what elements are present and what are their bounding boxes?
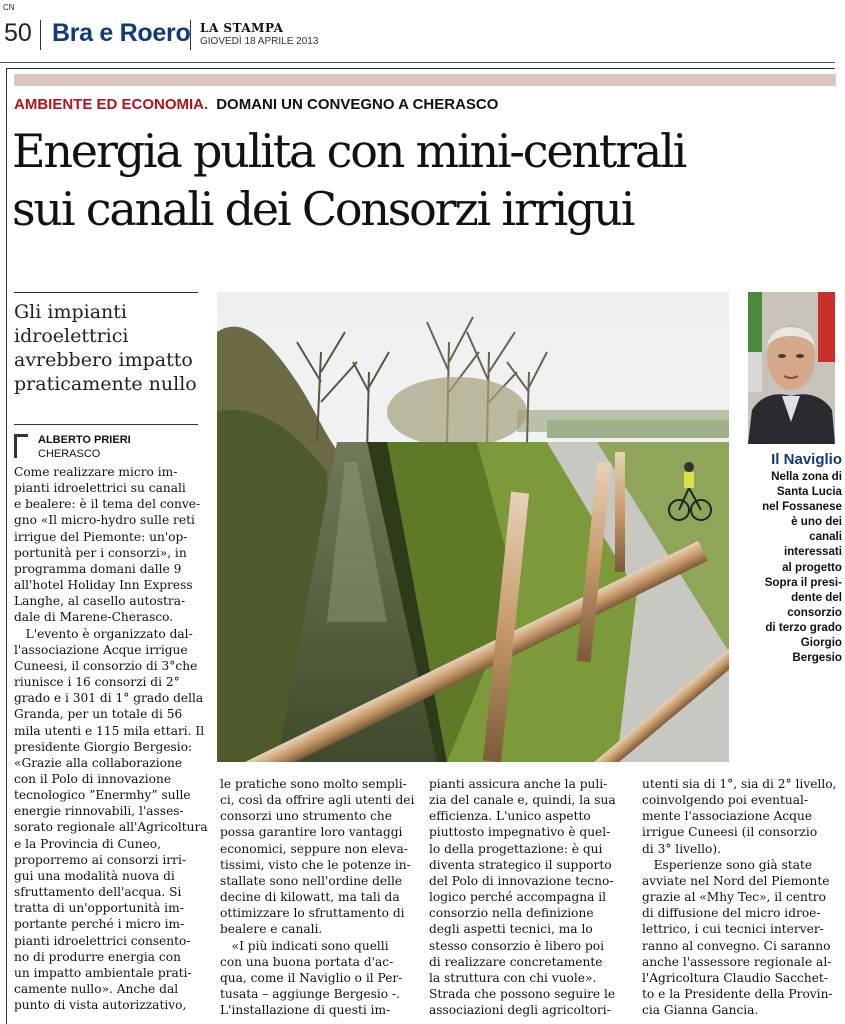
caption-line: di terzo grado [765,620,842,634]
body-text-line: tusata – aggiunge Bergesio -. [220,987,400,1002]
header-divider [40,20,41,50]
author-name: ALBERTO PRIERI [38,434,131,446]
body-text-line: logico perché accompagna il [429,890,607,905]
headline-line: Energia pulita con mini-centrali [12,124,686,178]
body-text-line: e la Provincia di Cuneo, [14,836,162,851]
kicker [14,96,498,114]
body-text-line: portunità per i consorzi», in [14,545,187,560]
caption-line: Sopra il presi- [764,575,842,589]
body-text-line: dale di Marene-Cherasco. [14,610,174,625]
body-text-line: bealere e canali. [220,922,323,937]
newspaper-masthead: LA STAMPA [200,21,284,35]
body-text-line: mila utenti e 115 mila ettari. Il [14,723,205,738]
body-text-line: Esperienze sono già state [642,857,813,872]
article-top-band [14,74,836,86]
body-text-line: cia Gianna Gancia. [642,1003,759,1018]
caption-line: al progetto [782,560,842,574]
body-text-line: del Polo di innovazione tecno- [429,873,614,888]
body-text-line: con il Polo di innovazione [14,771,172,786]
body-text-line: sfruttamento dell'acqua. Si [14,885,182,900]
body-text-line: decine di kilowatt, ma tali da [220,890,400,905]
body-text-line: la struttura con chi vuole». [429,970,597,985]
caption-line: consorzio [787,605,842,619]
caption-line: interessati [784,545,842,559]
body-text-line: pianti idroelettrici consento- [14,933,191,948]
page-number: 50 [4,19,32,47]
kicker-text: DOMANI UN CONVEGNO A CHERASCO [216,96,499,113]
body-text-line: grado e i 301 di 1° grado della [14,691,204,706]
body-text-line: pianti idroelettrici su canali [14,481,186,496]
body-text-line: Cuneesi, il consorzio di 3°che [14,658,198,673]
dateline-location: CHERASCO [38,448,101,460]
body-text-line: associazioni degli agricoltori- [429,1003,611,1018]
body-column-4 [642,776,842,1018]
body-text-line: «Grazie alla collaborazione [14,755,183,770]
section-title: Bra e Roero [52,19,191,47]
body-text-line: mente l'associazione Acque [642,809,813,824]
body-text-line: L'installazione di questi im- [220,1003,391,1018]
body-text-line: coinvolgendo poi eventual- [642,793,809,808]
body-text-line: no di produrre energia con [14,949,181,964]
body-column-3 [429,776,626,1018]
body-text-line: diventa strategico il supporto [429,857,612,872]
body-text-line: di diffusione del micro idroe- [642,906,821,921]
body-text-line: ottimizzare lo sfruttamento di [220,906,405,921]
body-text-line: ci, così da offrire agli utenti dei [220,793,415,808]
caption-line: nel Fossanese [762,500,842,514]
body-text-line: tecnologico ”Enermhy” sulle [14,788,191,803]
body-text-line: consorzi uno strumento che [220,809,392,824]
body-text-line: irrigue del Piemonte: un'op- [14,529,188,544]
body-text-line: zia del canale e, quindi, la sua [429,793,616,808]
caption-line: dente del [791,590,842,604]
body-text-line: stallate sono nell'ordine delle [220,873,403,888]
subtitle-rule [14,424,198,425]
body-text-line: Langhe, al casello autostra- [14,594,186,609]
article-frame-top [6,68,835,69]
article-frame-left [6,68,7,1024]
body-text-line: efficienza. L'unico aspetto [429,809,591,824]
body-text-line: programma domani dalle 9 [14,561,182,576]
body-text-line: presidente Giorgio Bergesio: [14,739,193,754]
body-text-line: Come realizzare micro im- [14,465,178,479]
body-text-line: con una buona portata d'ac- [220,954,394,969]
body-text-line: gno «Il micro-hydro sulle reti [14,513,195,528]
caption-line: canali [809,530,842,544]
body-text-line: energie rinnovabili, l'asses- [14,804,184,819]
body-text-line: proporremo ai consorzi irri- [14,852,186,867]
caption-title: Il Naviglio [771,451,842,468]
body-text-line: lettrico, i cui tecnici interver- [642,922,824,937]
body-text-line: stesso consorzio è libero poi [429,938,605,953]
body-text-line: to e la Presidente della Provin- [642,987,833,1002]
body-text-line: sorato regionale all'Agricoltura [14,820,208,835]
canal-photo [217,292,729,762]
body-text-line: possa garantire loro vantaggi [220,825,403,840]
body-text-line: le pratiche sono molto sempli- [220,777,407,791]
body-text-line: L'evento è organizzato dal- [14,626,193,641]
body-text-line: anche l'assessore regionale al- [642,954,832,969]
body-text-line: qua, come il Naviglio o il Per- [220,970,403,985]
body-column-2 [220,776,415,1018]
body-text-line: irrigue Cuneesi (il consorzio [642,825,818,840]
caption-text [745,469,842,665]
president-portrait [748,292,835,444]
headline-line: sui canali dei Consorzi irrigui [12,182,634,236]
body-column-1 [14,464,210,1013]
body-text-line: degli aspetti tecnici, ma lo [429,922,593,937]
caption-line: Bergesio [792,651,842,665]
body-text-line: grazie al «Mhy Tec», il centro [642,890,826,905]
photo-caption [745,450,842,665]
header-divider [190,20,191,50]
body-text-line: l'associazione Acque irrigue [14,642,188,657]
body-text-line: camente nullo». Anche dal [14,982,179,996]
header-rule [0,62,835,63]
body-text-line: l'Agricoltura Claudio Sacchet- [642,970,828,985]
body-text-line: utenti sia di 1°, sia di 2° livello, [642,777,837,791]
body-text-line: gui una modalità nuova di [14,868,175,883]
subtitle: Gli impianti idroelettrici avrebbero impatto praticamente nullo [14,301,197,395]
body-text-line: consorzio nella definizione [429,906,594,921]
kicker-category: AMBIENTE ED ECONOMIA. [14,96,209,113]
body-text-line: tratta di un'opportunità im- [14,901,184,916]
issue-date: GIOVEDÌ 18 APRILE 2013 [200,36,319,47]
caption-line: Giorgio [800,636,842,650]
body-text-line: punto di vista autorizzativo, [14,998,187,1013]
byline-bracket-icon [14,434,30,458]
body-text-line: e bealere: è il tema del conve- [14,497,201,512]
headline [12,122,842,238]
caption-line: Santa Lucia [776,485,842,499]
body-text-line: Strada che possono seguire le [429,987,616,1002]
body-text-line: di 3° livello). [642,841,721,856]
body-text-line: di realizzare concretamente [429,954,603,969]
body-text-line: piuttosto impegnativo è quel- [429,825,611,840]
body-text-line: tissimi, visto che le potenze in- [220,857,411,872]
body-text-line: all'hotel Holiday Inn Express [14,578,193,593]
body-text-line: avviate nel Nord del Piemonte [642,873,830,888]
body-text-line: lo della progettazione: è qui [429,841,603,856]
body-text-line: «I più indicati sono quelli [220,938,389,953]
body-text-line: riunisce i 16 consorzi di 2° [14,675,180,690]
page-code: CN [3,3,15,12]
caption-line: Nella zona di [771,470,842,483]
body-text-line: portante perché i micro im- [14,917,185,932]
body-text-line: ranno al convegno. Ci saranno [642,938,831,953]
body-text-line: Granda, per un totale di 56 [14,707,183,722]
caption-line: è uno dei [791,515,842,529]
subtitle-rule [14,292,198,293]
body-text-line: economici, seppure non eleva- [220,841,408,856]
body-text-line: pianti assicura anche la puli- [429,777,608,791]
body-text-line: un impatto ambientale prati- [14,965,192,980]
